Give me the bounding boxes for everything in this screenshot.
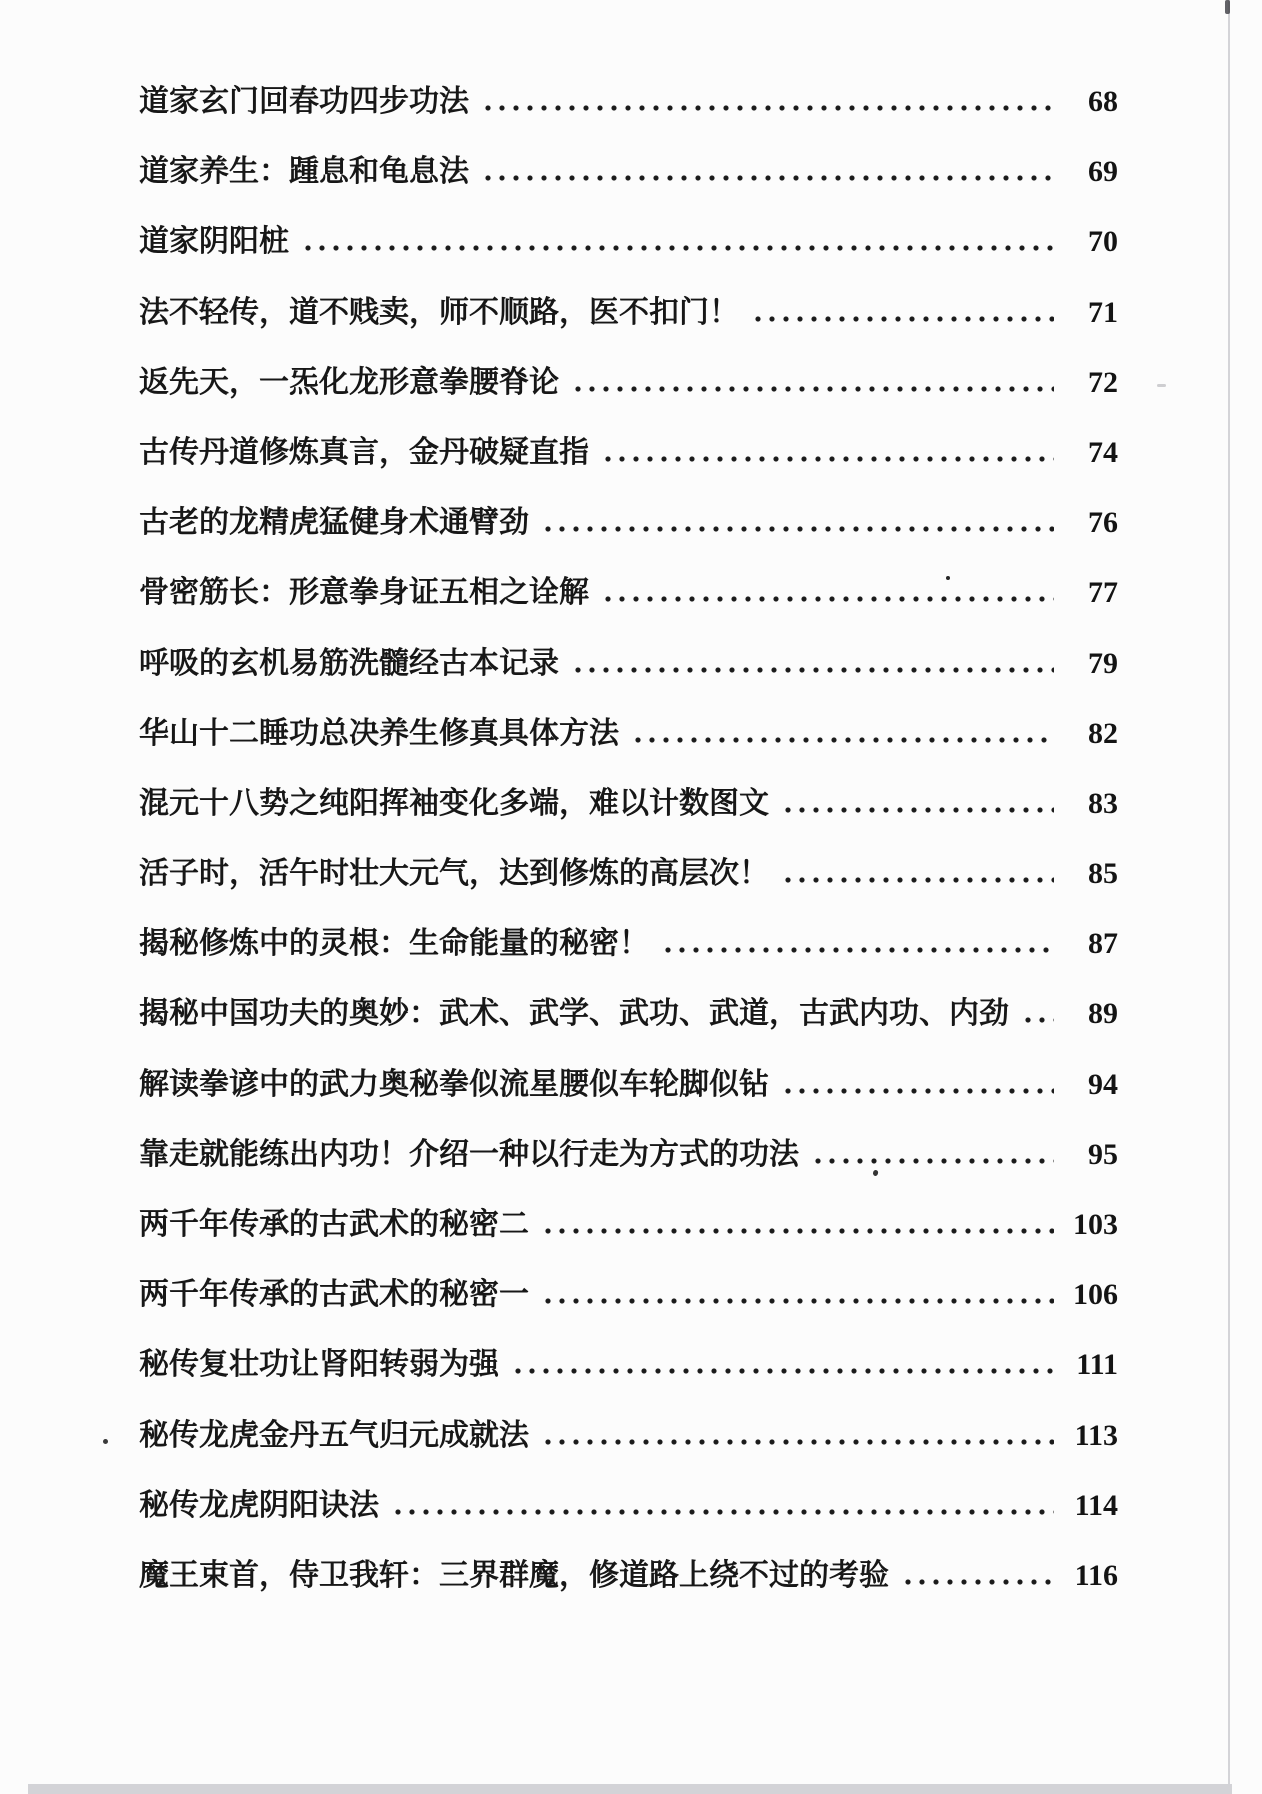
stray-ink-dot [946,576,950,580]
toc-entry [139,1541,1118,1611]
toc-entry-page: 95 [1088,1137,1118,1171]
toc-entry-page: 94 [1088,1067,1118,1101]
toc-entry-title: 活子时，活午时壮大元气，达到修炼的高层次！ [139,857,769,891]
toc-entry [139,699,1118,769]
toc-entry-title: 骨密筋长：形意拳身证五相之诠解 [139,576,589,610]
toc-entry-page: 68 [1088,85,1118,118]
toc-entry-page: 106 [1073,1278,1118,1312]
dotted-leader [541,1298,1054,1304]
toc-entry-page: 89 [1088,997,1118,1031]
toc-entry [139,1120,1118,1190]
scan-artifact-tick [1225,0,1230,14]
toc-entry-page: 111 [1076,1348,1118,1382]
toc-entry-page: 71 [1088,295,1118,329]
toc-entry [139,769,1118,839]
toc-entry-page: 76 [1088,506,1118,540]
toc-entry [139,629,1118,699]
toc-entry-title: 古老的龙精虎猛健身术通臂劲 [139,506,529,540]
toc-entry [139,1330,1118,1400]
toc-entry-title: 呼吸的玄机易筋洗髓经古本记录 [139,646,559,680]
toc-entry-title: 古传丹道修炼真言，金丹破疑直指 [139,435,589,469]
stray-ink-dot [103,1439,108,1444]
dotted-leader [571,667,1054,673]
toc-entry-title: 解读拳谚中的武力奥秘拳似流星腰似车轮脚似钻 [139,1067,769,1101]
dotted-leader [601,456,1054,462]
toc-entry-page: 69 [1088,155,1118,189]
toc-entry [139,418,1118,488]
dotted-leader [1021,1017,1054,1023]
toc-entry-page: 103 [1073,1208,1118,1241]
toc-entry-title: 揭秘修炼中的灵根：生命能量的秘密！ [139,927,649,961]
toc-entry-title: 秘传龙虎金丹五气归元成就法 [139,1418,529,1452]
toc-entry [139,488,1118,558]
toc-entry [139,1050,1118,1120]
dotted-leader [661,947,1054,953]
toc-entry-title: 道家阴阳桩 [139,225,289,259]
toc-entry-page: 114 [1074,1488,1118,1522]
toc-entry-page: 70 [1088,225,1118,259]
dotted-leader [481,105,1054,111]
dotted-leader [781,1088,1054,1094]
toc-entry-title: 秘传龙虎阴阳诀法 [139,1488,379,1522]
dotted-leader [301,245,1054,251]
toc-entry [139,1401,1118,1471]
toc-entry-title: 魔王束首，侍卫我轩：三界群魔，修道路上绕不过的考验 [139,1558,889,1592]
toc-entry-title: 返先天，一炁化龙形意拳腰脊论 [139,365,559,399]
toc-entry-title: 混元十八势之纯阳挥袖变化多端，难以计数图文 [139,786,769,820]
dotted-leader [601,596,1054,602]
toc-entry [139,278,1118,348]
toc-entry-page: 87 [1088,927,1118,961]
toc-entry [139,839,1118,909]
toc-entry [139,1260,1118,1330]
dotted-leader [901,1579,1054,1585]
toc-entry-title: 靠走就能练出内功！介绍一种以行走为方式的功法 [139,1137,799,1171]
toc-entry-page: 85 [1088,857,1118,891]
scan-smudge [1157,384,1166,387]
toc-entry [139,137,1118,207]
toc-entry-page: 79 [1088,646,1118,680]
toc-entry [139,558,1118,628]
toc-entry-title: 两千年传承的古武术的秘密二 [139,1208,529,1241]
toc-entry-page: 74 [1088,435,1118,469]
toc-entry-title: 道家玄门回春功四步功法 [139,85,469,118]
toc-entry [139,979,1118,1049]
toc-entry-title: 秘传复壮功让肾阳转弱为强 [139,1348,499,1382]
toc-entry-page: 72 [1088,365,1118,399]
toc-entry [139,207,1118,277]
dotted-leader [811,1158,1054,1164]
toc-entry-page: 83 [1088,786,1118,820]
dotted-leader [571,386,1054,392]
dotted-leader [481,175,1054,181]
scan-edge-line [1228,0,1230,1794]
dotted-leader [511,1368,1054,1374]
dotted-leader [781,807,1054,813]
toc-entry [139,1471,1118,1541]
toc-entry-page: 113 [1074,1418,1118,1452]
dotted-leader [631,737,1054,743]
toc-entry-page: 77 [1088,576,1118,610]
table-of-contents [139,67,1118,1611]
toc-entry-title: 揭秘中国功夫的奥妙：武术、武学、武功、武道，古武内功、内劲 [139,997,1009,1031]
dotted-leader [751,316,1054,322]
toc-entry [139,348,1118,418]
dotted-leader [541,526,1054,532]
dotted-leader [541,1439,1054,1445]
toc-entry-title: 两千年传承的古武术的秘密一 [139,1278,529,1312]
toc-entry [139,909,1118,979]
scan-edge-band [28,1784,1232,1794]
toc-entry-title: 道家养生：踵息和龟息法 [139,155,469,189]
toc-entry-page: 116 [1074,1558,1118,1592]
dotted-leader [391,1509,1054,1515]
toc-entry [139,1190,1118,1260]
dotted-leader [781,877,1054,883]
toc-entry-title: 华山十二睡功总决养生修真具体方法 [139,716,619,750]
toc-entry-page: 82 [1088,716,1118,750]
toc-entry [139,67,1118,137]
dotted-leader [541,1228,1054,1234]
toc-entry-title: 法不轻传，道不贱卖，师不顺路，医不扣门！ [139,295,739,329]
